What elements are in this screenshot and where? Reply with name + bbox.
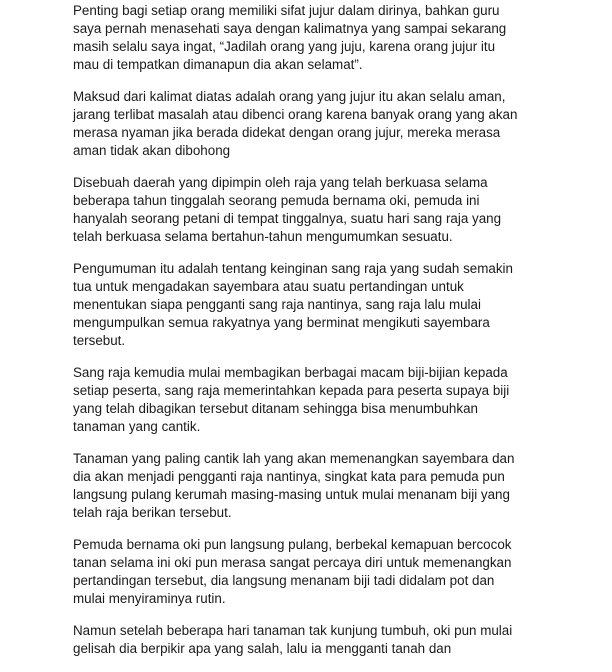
- paragraph: Pemuda bernama oki pun langsung pulang, berbekal kemapuan bercocok tanan selama ini oki pun merasa sangat percaya diri untuk memenangkan pertandingan tersebut, dia langsung menanam biji tadi didalam pot dan mulai menyiraminya rutin.: [73, 537, 512, 606]
- paragraph: Namun setelah beberapa hari tanaman tak kunjung tumbuh, oki pun mulai gelisah dia berpikir apa yang salah, lalu ia mengganti tanah dan: [73, 623, 513, 656]
- paragraph: Tanaman yang paling cantik lah yang akan memenangkan sayembara dan dia akan menjadi pengganti raja nantinya, singkat kata para pemuda pun langsung pulang kerumah masing-masing untuk mulai menanam biji yang telah raja berikan tersebut.: [73, 451, 515, 520]
- paragraph: Pengumuman itu adalah tentang keinginan sang raja yang sudah semakin tua untuk mengadakan sayembara atau suatu pertandingan untuk menentukan siapa pengganti sang raja nantinya, sang raja lalu mulai mengumpulkan semua rakyatnya yang berminat mengikuti sayembara tersebut.: [73, 261, 513, 348]
- paragraph: Disebuah daerah yang dipimpin oleh raja yang telah berkuasa selama beberapa tahun tinggalah seorang pemuda bernama oki, pemuda ini hanyalah seorang petani di tempat tinggalnya, suatu hari sang raja yang telah berkuasa selama bertahun-tahun mengumumkan sesuatu.: [73, 175, 502, 244]
- story-text: [73, 2, 541, 672]
- paragraph: Penting bagi setiap orang memiliki sifat jujur dalam dirinya, bahkan guru saya pernah menasehati saya dengan kalimatnya yang sampai sekarang masih selalu saya ingat, “Jadilah orang yang juju, karena orang jujur itu mau di tempatkan dimanapun dia akan selamat”.: [73, 3, 507, 72]
- paragraph: Sang raja kemudia mulai membagikan berbagai macam biji-bijian kepada setiap peserta, sang raja memerintahkan kepada para peserta supaya biji yang telah dibagikan tersebut ditanam sehingga bisa menumbuhkan tanaman yang cantik.: [73, 365, 510, 434]
- paragraph: Maksud dari kalimat diatas adalah orang yang jujur itu akan selalu aman, jarang terlibat masalah atau dibenci orang karena banyak orang yang akan merasa nyaman jika berada didekat dengan orang jujur, mereka merasa aman tidak akan dibohong: [73, 89, 518, 158]
